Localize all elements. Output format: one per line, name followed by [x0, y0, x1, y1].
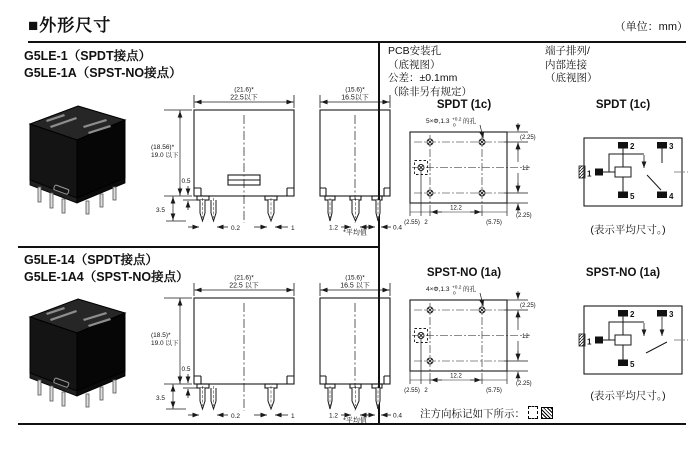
- hole-tolerance-sup: +0.2: [452, 285, 462, 291]
- pin1-label: 1: [587, 337, 592, 347]
- dim-pin1-2: 1.2: [328, 224, 338, 232]
- dim-255: (2.55): [404, 388, 420, 394]
- dim-2: 2: [424, 388, 428, 394]
- dim-12: 12: [522, 166, 529, 172]
- dim-255: (2.55): [404, 220, 420, 226]
- front-view-row2: [150, 270, 310, 420]
- dim-height-ref: (18.56)*: [151, 144, 175, 151]
- dim-pin-thickness: 0.2: [231, 413, 241, 420]
- hole-tolerance-sub: 0: [453, 291, 456, 297]
- pin1-label: 1: [587, 169, 592, 179]
- dim-pin-width: 1: [291, 413, 295, 420]
- dimension-lines: [410, 123, 528, 216]
- orientation-hatch-mark: [579, 334, 585, 346]
- dim-225-bottom: (2.25): [516, 381, 532, 387]
- dim-575: (5.75): [486, 388, 502, 394]
- pcb-header-line4: （除非另有规定）: [388, 85, 472, 98]
- dim-225-top: (2.25): [520, 303, 536, 309]
- pin3-label: 3: [669, 142, 674, 151]
- pcb-header: [388, 45, 472, 99]
- pin5-label: 5: [630, 360, 635, 369]
- terminal-title-spst: SPST-NO (1a): [585, 267, 661, 279]
- dim-standoff: 0.5: [181, 178, 191, 185]
- dim-pin-length: 3.5: [156, 395, 166, 402]
- hole-count-label: 4×Φ,1.3: [426, 286, 450, 293]
- row-divider: [18, 246, 378, 248]
- pcb-header-line2: （底视图）: [388, 58, 441, 71]
- terminal-diagram-spst: [578, 296, 688, 384]
- dim-width-max: 22.5以下: [230, 94, 258, 102]
- model-g5le-14: G5LE-14（SPDT接点）: [24, 253, 159, 267]
- terminal-header: [545, 45, 598, 86]
- hole-label-suffix: 的孔: [463, 118, 476, 125]
- avg-note-spst: (表示平均尺寸。): [590, 390, 666, 402]
- pin2-label: 2: [630, 310, 635, 319]
- front-view-row1: [150, 82, 310, 232]
- unit-note: （单位：mm）: [614, 21, 688, 33]
- hole-count-label: 5×Φ,1.3: [426, 118, 450, 125]
- relay-photo-row2: [28, 296, 133, 414]
- dim-height-max: 19.0 以下: [151, 340, 179, 347]
- average-note: *平均值: [343, 229, 367, 237]
- direction-note: [420, 406, 553, 421]
- dim-height-ref: (18.5)*: [151, 332, 171, 339]
- dim-width-max: 16.5以下: [341, 94, 369, 102]
- terminals: [200, 388, 274, 409]
- dimension-lines: [410, 291, 528, 384]
- dim-pin-length: 3.5: [156, 207, 166, 214]
- pcb-header-line3: 公差：±0.1mm: [388, 72, 458, 84]
- pin2-label: 2: [630, 142, 635, 151]
- pcb-holes-spst: [388, 280, 540, 398]
- dim-225-top: (2.25): [520, 135, 536, 141]
- dim-width-ref: (21.6)*: [234, 86, 254, 94]
- hole-tolerance-sup: +0.2: [452, 117, 462, 123]
- terminal-header-line2: 内部连接: [545, 58, 587, 71]
- dim-575: (5.75): [486, 220, 502, 226]
- model-g5le-1a4: G5LE-1A4（SPST-NO接点）: [24, 270, 189, 284]
- coil-symbol: [615, 167, 631, 177]
- model-g5le-1: G5LE-1（SPDT接点）: [24, 49, 152, 63]
- dim-width-ref: (15.6)*: [345, 274, 365, 282]
- pcb-header-line1: PCB安装孔: [388, 45, 442, 57]
- terminals: [328, 388, 380, 409]
- dim-height-max: 19.0 以下: [151, 152, 179, 159]
- dim-pin1-2: 1.2: [328, 412, 338, 420]
- page-title: ■外形尺寸: [28, 16, 112, 35]
- dim-width-ref: (15.6)*: [345, 86, 365, 94]
- relay-photo-row1: [28, 103, 133, 221]
- avg-note-spdt: (表示平均尺寸。): [590, 224, 666, 236]
- dim-225-bottom: (2.25): [516, 213, 532, 219]
- internal-connections: [603, 317, 667, 360]
- dim-122: 12.2: [450, 205, 462, 212]
- terminals: [200, 200, 274, 221]
- terminals: [328, 200, 380, 221]
- pin3-label: 3: [669, 310, 674, 319]
- average-note: *平均值: [343, 417, 367, 425]
- pcb-holes-spdt: [388, 112, 540, 230]
- dim-pin-thickness: 0.2: [231, 225, 241, 232]
- dim-122: 12.2: [450, 373, 462, 380]
- pcb-title-spst: SPST-NO (1a): [426, 267, 502, 279]
- dim-pin-width: 1: [291, 225, 295, 232]
- pin4-label: 4: [669, 192, 674, 201]
- dashed-mark-icon: [528, 406, 538, 419]
- direction-note-text: 注方向标记如下所示：: [420, 408, 525, 420]
- dim-width-max: 22.5 以下: [229, 282, 259, 290]
- dim-width-max: 16.5 以下: [340, 282, 370, 290]
- terminal-diagram-spdt: [578, 128, 688, 216]
- dim-2: 2: [424, 220, 428, 226]
- model-g5le-1a: G5LE-1A（SPST-NO接点）: [24, 66, 182, 80]
- terminal-header-line1: 端子排列/: [545, 45, 590, 57]
- dim-12: 12: [522, 334, 529, 340]
- dim-standoff: 0.5: [181, 366, 191, 373]
- hatch-mark-icon: [541, 407, 553, 419]
- internal-connections: [603, 149, 662, 192]
- hole-label-suffix: 的孔: [463, 286, 476, 293]
- orientation-hatch-mark: [579, 166, 585, 178]
- dim-width-ref: (21.6)*: [234, 274, 254, 282]
- dim-pin0-4: 0.4: [393, 224, 403, 232]
- dim-pin0-4: 0.4: [393, 412, 403, 420]
- pcb-title-spdt: SPDT (1c): [436, 99, 492, 111]
- pin5-label: 5: [630, 192, 635, 201]
- title-underline: [28, 41, 686, 43]
- hole-tolerance-sub: 0: [453, 123, 456, 129]
- terminal-title-spdt: SPDT (1c): [595, 99, 651, 111]
- coil-symbol: [615, 335, 631, 345]
- terminal-header-line3: （底视图）: [545, 72, 598, 84]
- model-names-row1: [24, 48, 182, 82]
